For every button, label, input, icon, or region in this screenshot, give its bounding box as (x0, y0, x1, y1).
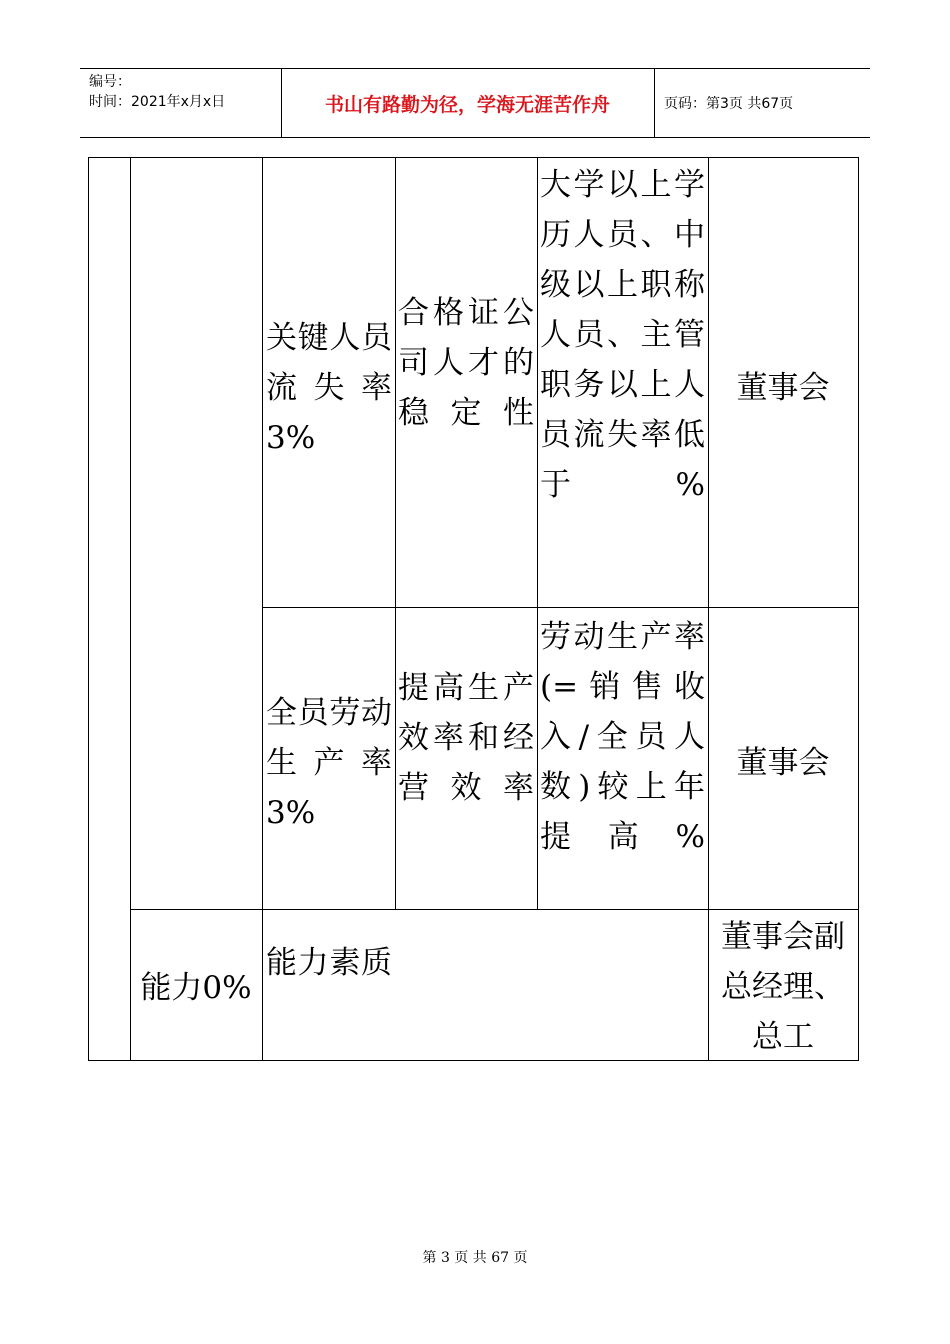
assessor-cell: 董事会 (736, 370, 830, 406)
table-rule (88, 157, 89, 1061)
goal-cell: 合格证公司人才的稳定性 (398, 295, 534, 431)
assessor-cell: 董事会 (736, 745, 830, 781)
table-rule (262, 157, 263, 1061)
document-number-label: 编号： (89, 74, 131, 90)
standard-cell: 劳动生产率(=销售收入/全员人数)较上年提高% (540, 619, 705, 855)
table-rule (395, 157, 396, 910)
goal-cell: 提高生产效率和经营效率 (398, 670, 534, 806)
indicator-cell: 关键人员流失率3% (266, 320, 392, 456)
page-footer: 第 3 页 共 67 页 (422, 1250, 528, 1266)
table-rule (130, 909, 859, 910)
indicator-cell: 全员劳动生产率3% (266, 695, 392, 831)
header-motto: 书山有路勤为径，学海无涯苦作舟 (324, 93, 610, 116)
table-rule (858, 157, 859, 1061)
document-time-label: 时间：2021年x月x日 (89, 94, 226, 110)
table-rule (708, 157, 709, 1061)
table-rule (262, 607, 859, 608)
indicator-cell: 能力素质 (266, 945, 392, 981)
table-rule (537, 157, 538, 910)
header-page-info: 页码：第3页 共67页 (664, 96, 794, 112)
assessor-cell: 董事会副总经理、总工 (721, 919, 845, 1055)
standard-cell: 大学以上学历人员、中级以上职称人员、主管职务以上人员流失率低于% (540, 167, 705, 503)
category-cell: 能力0% (140, 970, 252, 1006)
table-rule (88, 157, 859, 158)
table-rule (130, 157, 131, 1061)
